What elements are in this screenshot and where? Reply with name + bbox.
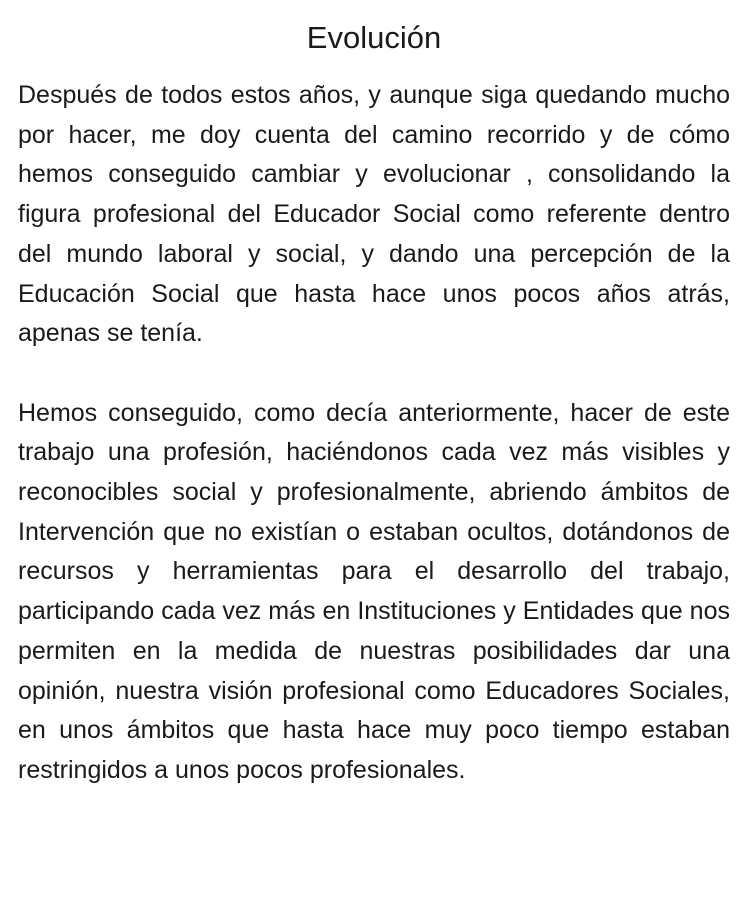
paragraph-1: Después de todos estos años, y aunque siga quedando mucho por hacer, me doy cuenta del camino recorrido y de cómo hemos conseguido cambiar y evolucionar , consolidando la figura profesional del Educador Social como referente dentro del mundo laboral y social, y dando una percepción de la Educación Social que hasta hace unos pocos años atrás, apenas se tenía. <box>18 81 730 348</box>
page-title: Evolución <box>306 20 442 55</box>
paragraph-2: Hemos conseguido, como decía anteriormente, hacer de este trabajo una profesión, haciéndonos cada vez más visibles y reconocibles social y profesionalmente, abriendo ámbitos de Intervención que no existían o estaban ocultos, dotándonos de recursos y herramientas para el desarrollo del trabajo, participando cada vez más en Instituciones y Entidades que nos permiten en la medida de nuestras posibilidades dar una opinión, nuestra visión profesional como Educadores Sociales, en unos ámbitos que hasta hace muy poco tiempo estaban restringidos a unos pocos profesionales. <box>18 398 730 784</box>
document-page <box>18 0 730 791</box>
